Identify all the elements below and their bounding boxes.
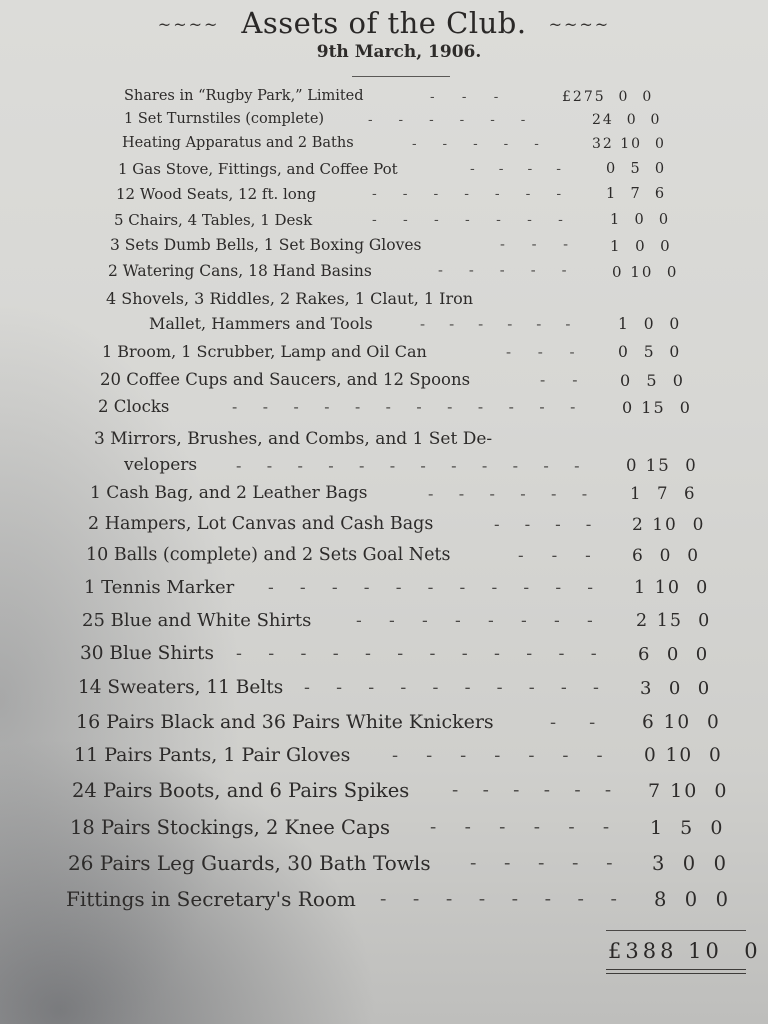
asset-amount: 6 0 0 (632, 546, 701, 566)
asset-amount: 0 15 0 (626, 456, 698, 476)
dot-leader: --- (430, 89, 526, 105)
dot-leader: -- (550, 712, 629, 733)
dot-leader: ------- (372, 186, 588, 202)
total-amount: £388 10 0 (608, 939, 762, 963)
asset-amount: 32 10 0 (592, 136, 666, 152)
total-block (604, 930, 762, 974)
asset-description: 1 Set Turnstiles (complete) (124, 111, 325, 127)
asset-description: 5 Chairs, 4 Tables, 1 Desk (114, 211, 313, 229)
asset-amount: 6 10 0 (642, 712, 721, 733)
total-rule-bottom (606, 969, 746, 970)
dot-leader: ----------- (268, 578, 620, 598)
asset-description: Shares in “Rugby Park,” Limited (124, 88, 364, 104)
asset-description: Fittings in Secretary's Room (66, 887, 356, 911)
dot-leader: ------ (428, 484, 613, 503)
dot-leader: ------------ (236, 644, 623, 664)
dot-leader: ----- (470, 852, 641, 874)
title-row (0, 6, 768, 40)
dot-leader: ------------ (232, 398, 601, 416)
dot-leader: ------- (372, 212, 590, 228)
dot-leader: ------- (392, 745, 631, 766)
page-title: Assets of the Club. (241, 6, 527, 40)
asset-description: 1 Cash Bag, and 2 Leather Bags (90, 483, 368, 503)
dot-leader: ----- (412, 136, 565, 152)
asset-description: 26 Pairs Leg Guards, 30 Bath Towls (68, 851, 431, 875)
asset-amount: 0 15 0 (622, 398, 692, 417)
asset-amount: 2 15 0 (636, 611, 712, 631)
asset-description: 11 Pairs Pants, 1 Pair Gloves (74, 744, 351, 766)
total-rule-bottom-double (606, 973, 746, 974)
asset-amount: 1 0 0 (618, 314, 682, 333)
asset-description: 2 Hampers, Lot Canvas and Cash Bags (88, 514, 434, 534)
dot-leader: --- (518, 546, 619, 565)
asset-amount: 1 7 6 (606, 186, 667, 202)
asset-description: Heating Apparatus and 2 Baths (122, 135, 354, 151)
dot-leader: -------- (380, 888, 644, 910)
asset-description: 3 Mirrors, Brushes, and Combs, and 1 Set De- (94, 429, 493, 449)
ornament-right: ~~~~ (548, 14, 611, 34)
asset-description: 3 Sets Dumb Bells, 1 Set Boxing Gloves (110, 236, 422, 254)
asset-amount: 0 5 0 (618, 343, 682, 361)
asset-description: 30 Blue Shirts (80, 643, 214, 664)
dot-leader: --- (500, 237, 595, 253)
dot-leader: ------------ (236, 456, 605, 476)
asset-description: 10 Balls (complete) and 2 Sets Goal Nets (86, 545, 451, 565)
asset-description: 2 Clocks (98, 397, 170, 416)
dot-leader: ------ (368, 112, 552, 128)
asset-description-continued: velopers (124, 455, 198, 476)
asset-description: 14 Sweaters, 11 Belts (78, 677, 284, 698)
asset-description: 1 Broom, 1 Scrubber, Lamp and Oil Can (102, 342, 427, 361)
title-rule (352, 76, 450, 77)
asset-amount: 0 5 0 (620, 371, 685, 390)
asset-amount: 1 10 0 (634, 578, 710, 598)
asset-amount: 8 0 0 (654, 888, 731, 911)
asset-description: 2 Watering Cans, 18 Hand Basins (108, 262, 372, 280)
dot-leader: ---------- (304, 678, 626, 698)
asset-amount: 1 5 0 (650, 817, 725, 839)
dot-leader: -------- (356, 611, 620, 631)
asset-description: 18 Pairs Stockings, 2 Knee Caps (70, 816, 391, 839)
dot-leader: --- (506, 343, 602, 361)
asset-amount: 1 0 0 (610, 212, 671, 228)
asset-amount: 1 7 6 (630, 484, 697, 503)
asset-amount: 7 10 0 (648, 780, 729, 802)
dot-leader: -- (540, 371, 605, 389)
dot-leader: ------ (452, 780, 636, 801)
header (0, 6, 768, 62)
asset-description: 1 Tennis Marker (84, 577, 235, 598)
asset-amount: 3 0 0 (652, 852, 729, 875)
dot-leader: ---- (470, 161, 585, 177)
asset-amount: 2 10 0 (632, 515, 706, 535)
dot-leader: ------ (420, 314, 595, 333)
asset-description: 4 Shovels, 3 Riddles, 2 Rakes, 1 Claut, 1 Iron (106, 289, 474, 308)
asset-amount: 6 0 0 (638, 644, 710, 665)
asset-amount: £275 0 0 (562, 89, 654, 105)
asset-amount: 0 10 0 (644, 745, 723, 766)
asset-description: 24 Pairs Boots, and 6 Pairs Spikes (72, 779, 410, 802)
asset-description-continued: Mallet, Hammers and Tools (149, 313, 373, 333)
asset-description: 16 Pairs Black and 36 Pairs White Knickers (76, 711, 494, 733)
asset-description: 20 Coffee Cups and Saucers, and 12 Spoons (100, 370, 471, 389)
dot-leader: ------ (430, 817, 638, 838)
asset-amount: 0 5 0 (606, 161, 667, 177)
asset-description: 12 Wood Seats, 12 ft. long (116, 185, 317, 203)
dot-leader: ---- (494, 515, 617, 534)
asset-list (0, 86, 768, 926)
dot-leader: ----- (438, 263, 593, 279)
asset-amount: 1 0 0 (610, 237, 672, 255)
ornament-left: ~~~~ (157, 14, 220, 34)
asset-description: 1 Gas Stove, Fittings, and Coffee Pot (118, 160, 398, 178)
asset-amount: 24 0 0 (592, 112, 662, 128)
asset-amount: 3 0 0 (640, 678, 712, 699)
asset-amount: 0 10 0 (612, 263, 679, 281)
date-line: 9th March, 1906. (316, 42, 482, 62)
asset-description: 25 Blue and White Shirts (82, 610, 312, 631)
